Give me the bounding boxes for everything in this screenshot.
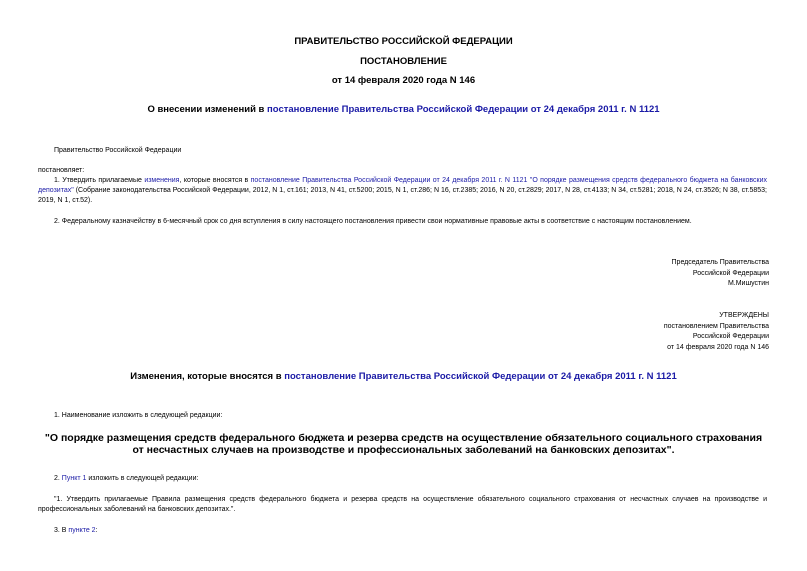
item2-link[interactable]: Пункт 1 [61, 475, 87, 482]
p1-text-a: 1. Утвердить прилагаемые [54, 177, 145, 184]
approval-line-4: от 14 февраля 2020 года N 146 [667, 343, 769, 351]
changes-title-prefix: Изменения, которые вносятся в [130, 371, 285, 382]
approval-line-2: постановлением Правительства [663, 322, 769, 330]
title-prefix: О внесении изменений в [147, 104, 268, 115]
approval-line-1: УТВЕРЖДЕНЫ [719, 312, 769, 319]
issuer-text: Правительство Российской Федерации [54, 147, 182, 154]
signature-org: Российской Федерации [692, 269, 769, 277]
title-link[interactable]: постановление Правительства Российской Федерации от 24 декабря 2011 г. N 1121 [267, 104, 660, 115]
signature-block [672, 258, 769, 290]
item3-prefix: 3. В [54, 527, 69, 534]
approval-line-3: Российской Федерации [692, 333, 769, 340]
item3-link[interactable]: пункте 2 [68, 527, 96, 534]
changes-title [0, 371, 807, 382]
signature-title: Председатель Правительства [671, 259, 769, 266]
item2-quote [38, 495, 767, 515]
changes-title-link[interactable]: постановление Правительства Российской Федерации от 24 декабря 2011 г. N 1121 [284, 371, 677, 382]
paragraph-2: 2. Федеральному казначейству в 6-месячный срок со дня вступления в силу настоящего постановления привести свои нормативные правовые акты в соответствие с настоящим постановлением. [54, 218, 692, 225]
new-name: "О порядке размещения средств федерального бюджета и резерва средств на осуществление обязательного социального страхования от несчастных случаев на производстве и профессиональных заболеваний на банковских депозитах". [44, 432, 763, 456]
item2-quote-text: "1. Утвердить прилагаемые Правила размещения средств федерального бюджета и резерва средств на осуществление обязательного социального страхования от несчастных случаев на производстве и профессиональных заболеваний на банковских депозитах.". [38, 496, 767, 513]
p1-changes-link[interactable]: изменения [144, 177, 180, 184]
p1-text-b: , которые вносятся в [179, 177, 251, 184]
p1-resolution-link[interactable]: постановление Правительства Российской Федерации от 24 декабря 2011 г. N 1121 "О порядке размещения средств федерального бюджета на банковских депозитах" [38, 177, 767, 194]
paragraph-1 [38, 176, 767, 206]
government-heading: ПРАВИТЕЛЬСТВО РОССИЙСКОЙ ФЕДЕРАЦИИ [294, 36, 513, 47]
document-date: от 14 февраля 2020 года N 146 [331, 75, 476, 86]
item3-suffix: : [95, 527, 98, 534]
approval-block [664, 311, 769, 353]
item2-suffix: изложить в следующей редакции: [86, 475, 199, 482]
decides-text: постановляет: [38, 167, 85, 174]
document-title [0, 104, 807, 115]
signature-name: М.Мишустин [727, 280, 769, 287]
change-item-3 [54, 526, 98, 536]
p1-text-c: (Собрание законодательства Российской Федерации, 2012, N 1, ст.161; 2013, N 41, ст.5200; 2015, N 1, ст.286; N 16, ст.2385; 2016, N 20, ст.2829; 2017, N 28, ст.4133; N 34, ст.5281; 2018, N 24, ст.3526; N 38, ст.5853; 2019, N 1, ст.52). [38, 187, 767, 204]
document-type: ПОСТАНОВЛЕНИЕ [360, 56, 447, 67]
change-item-1: 1. Наименование изложить в следующей редакции: [54, 412, 223, 419]
change-item-2 [54, 474, 198, 484]
item2-prefix: 2. [54, 475, 62, 482]
